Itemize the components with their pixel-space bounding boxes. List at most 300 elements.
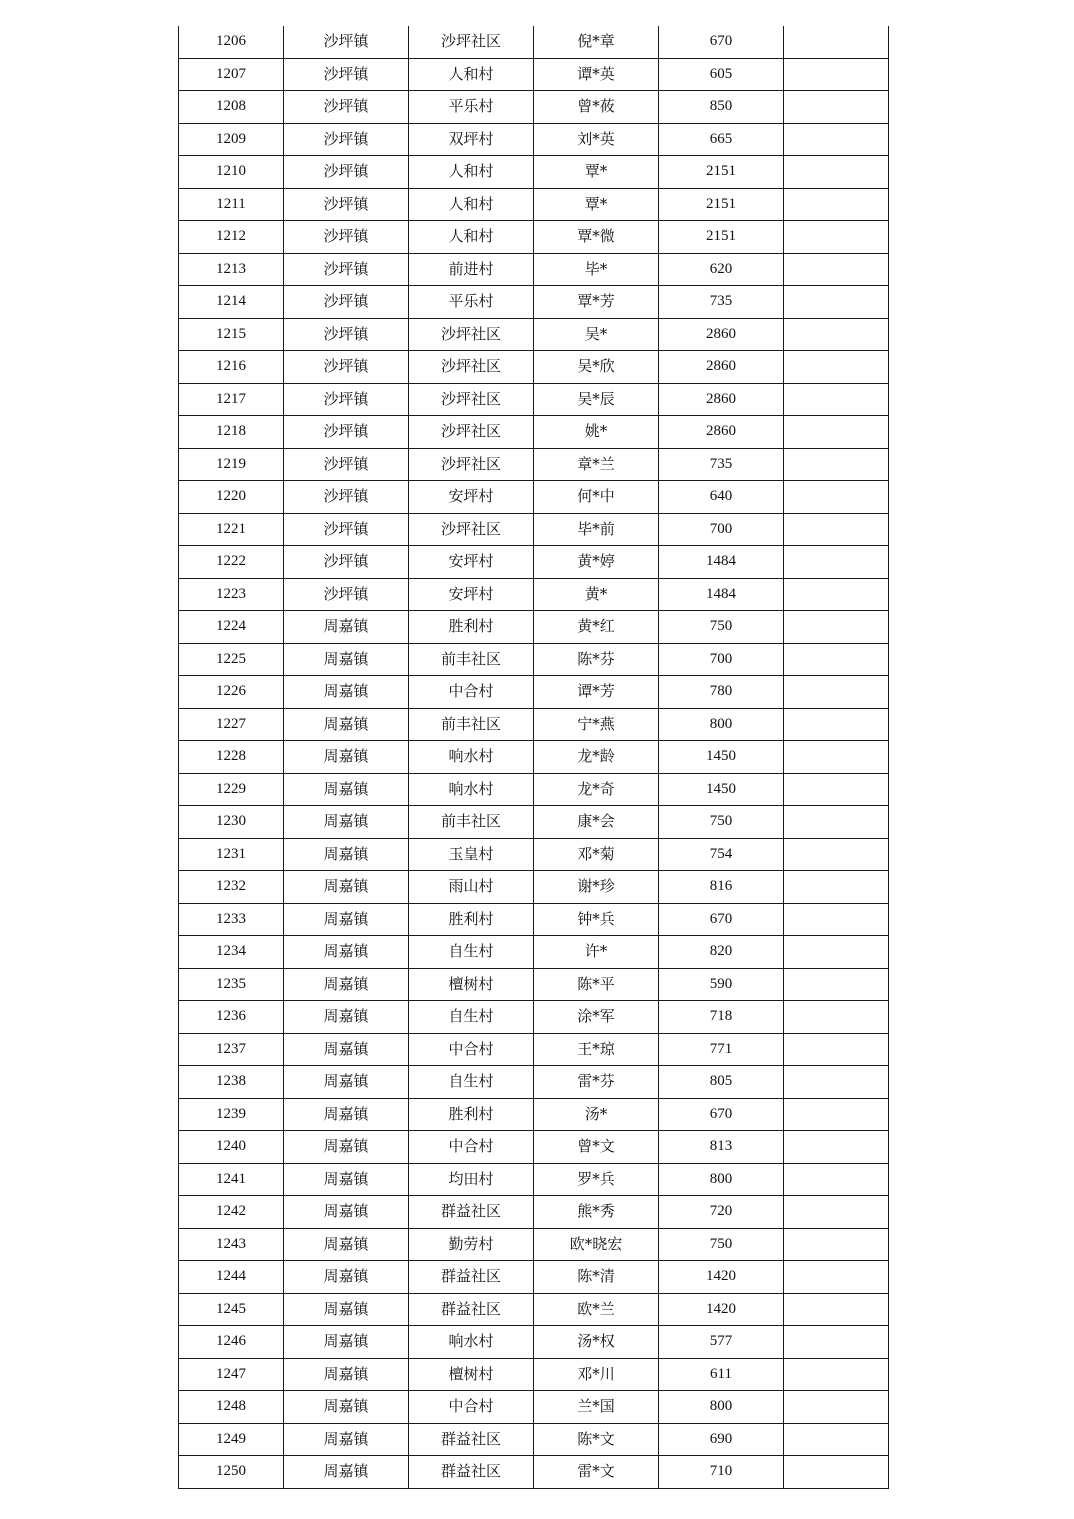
town-cell: 沙坪镇: [284, 221, 409, 254]
table-row: [179, 838, 889, 871]
town-cell: 周嘉镇: [284, 1196, 409, 1229]
remark-cell: [784, 58, 889, 91]
amount-cell: 750: [659, 1228, 784, 1261]
table-row: [179, 286, 889, 319]
remark-cell: [784, 26, 889, 58]
town-cell: 周嘉镇: [284, 741, 409, 774]
row-number-cell: 1244: [179, 1261, 284, 1294]
village-cell: 中合村: [409, 1131, 534, 1164]
table-row: [179, 1066, 889, 1099]
village-cell: 响水村: [409, 1326, 534, 1359]
person-name-cell: 陈*平: [534, 968, 659, 1001]
town-cell: 沙坪镇: [284, 123, 409, 156]
table-row: [179, 253, 889, 286]
table-row: [179, 1033, 889, 1066]
table-row: [179, 1131, 889, 1164]
person-name-cell: 谢*珍: [534, 871, 659, 904]
remark-cell: [784, 578, 889, 611]
row-number-cell: 1222: [179, 546, 284, 579]
village-cell: 人和村: [409, 188, 534, 221]
remark-cell: [784, 1261, 889, 1294]
table-row: [179, 383, 889, 416]
person-name-cell: 黄*: [534, 578, 659, 611]
remark-cell: [784, 318, 889, 351]
amount-cell: 750: [659, 611, 784, 644]
town-cell: 沙坪镇: [284, 253, 409, 286]
amount-cell: 700: [659, 513, 784, 546]
village-cell: 前丰社区: [409, 643, 534, 676]
amount-cell: 665: [659, 123, 784, 156]
row-number-cell: 1238: [179, 1066, 284, 1099]
row-number-cell: 1237: [179, 1033, 284, 1066]
row-number-cell: 1221: [179, 513, 284, 546]
amount-cell: 1450: [659, 741, 784, 774]
person-name-cell: 陈*文: [534, 1423, 659, 1456]
amount-cell: 670: [659, 903, 784, 936]
person-name-cell: 刘*英: [534, 123, 659, 156]
town-cell: 沙坪镇: [284, 156, 409, 189]
table-row: [179, 741, 889, 774]
table-row: [179, 318, 889, 351]
town-cell: 周嘉镇: [284, 676, 409, 709]
row-number-cell: 1226: [179, 676, 284, 709]
person-name-cell: 倪*章: [534, 26, 659, 58]
town-cell: 沙坪镇: [284, 546, 409, 579]
row-number-cell: 1249: [179, 1423, 284, 1456]
town-cell: 周嘉镇: [284, 1293, 409, 1326]
remark-cell: [784, 1456, 889, 1489]
remark-cell: [784, 741, 889, 774]
remark-cell: [784, 676, 889, 709]
person-name-cell: 龙*龄: [534, 741, 659, 774]
row-number-cell: 1235: [179, 968, 284, 1001]
amount-cell: 800: [659, 1163, 784, 1196]
village-cell: 胜利村: [409, 903, 534, 936]
amount-cell: 2860: [659, 383, 784, 416]
table-row: [179, 968, 889, 1001]
row-number-cell: 1217: [179, 383, 284, 416]
amount-cell: 780: [659, 676, 784, 709]
row-number-cell: 1230: [179, 806, 284, 839]
table-row: [179, 416, 889, 449]
person-name-cell: 陈*芬: [534, 643, 659, 676]
row-number-cell: 1229: [179, 773, 284, 806]
table-row: [179, 351, 889, 384]
village-cell: 群益社区: [409, 1423, 534, 1456]
remark-cell: [784, 1196, 889, 1229]
row-number-cell: 1248: [179, 1391, 284, 1424]
person-name-cell: 吴*欣: [534, 351, 659, 384]
village-cell: 沙坪社区: [409, 448, 534, 481]
village-cell: 响水村: [409, 741, 534, 774]
town-cell: 周嘉镇: [284, 708, 409, 741]
person-name-cell: 毕*前: [534, 513, 659, 546]
amount-cell: 640: [659, 481, 784, 514]
remark-cell: [784, 1358, 889, 1391]
row-number-cell: 1233: [179, 903, 284, 936]
person-name-cell: 姚*: [534, 416, 659, 449]
row-number-cell: 1250: [179, 1456, 284, 1489]
village-cell: 群益社区: [409, 1196, 534, 1229]
table-row: [179, 58, 889, 91]
person-name-cell: 谭*英: [534, 58, 659, 91]
person-name-cell: 涂*军: [534, 1001, 659, 1034]
amount-cell: 720: [659, 1196, 784, 1229]
row-number-cell: 1240: [179, 1131, 284, 1164]
row-number-cell: 1243: [179, 1228, 284, 1261]
person-name-cell: 陈*清: [534, 1261, 659, 1294]
village-cell: 胜利村: [409, 611, 534, 644]
town-cell: 周嘉镇: [284, 1456, 409, 1489]
village-cell: 人和村: [409, 156, 534, 189]
person-name-cell: 覃*: [534, 188, 659, 221]
row-number-cell: 1206: [179, 26, 284, 58]
amount-cell: 820: [659, 936, 784, 969]
table-row: [179, 1196, 889, 1229]
amount-cell: 1420: [659, 1261, 784, 1294]
remark-cell: [784, 481, 889, 514]
remark-cell: [784, 708, 889, 741]
remark-cell: [784, 383, 889, 416]
amount-cell: 771: [659, 1033, 784, 1066]
person-name-cell: 康*会: [534, 806, 659, 839]
remark-cell: [784, 1163, 889, 1196]
amount-cell: 816: [659, 871, 784, 904]
person-name-cell: 曾*莜: [534, 91, 659, 124]
village-cell: 勤劳村: [409, 1228, 534, 1261]
town-cell: 沙坪镇: [284, 578, 409, 611]
amount-cell: 577: [659, 1326, 784, 1359]
row-number-cell: 1212: [179, 221, 284, 254]
town-cell: 沙坪镇: [284, 188, 409, 221]
table-row: [179, 26, 889, 58]
amount-cell: 813: [659, 1131, 784, 1164]
village-cell: 前丰社区: [409, 708, 534, 741]
amount-cell: 1450: [659, 773, 784, 806]
town-cell: 沙坪镇: [284, 58, 409, 91]
town-cell: 周嘉镇: [284, 871, 409, 904]
town-cell: 周嘉镇: [284, 936, 409, 969]
town-cell: 沙坪镇: [284, 416, 409, 449]
row-number-cell: 1247: [179, 1358, 284, 1391]
person-name-cell: 罗*兵: [534, 1163, 659, 1196]
person-name-cell: 雷*文: [534, 1456, 659, 1489]
amount-cell: 710: [659, 1456, 784, 1489]
village-cell: 安坪村: [409, 481, 534, 514]
table-row: [179, 1326, 889, 1359]
person-name-cell: 覃*: [534, 156, 659, 189]
amount-cell: 750: [659, 806, 784, 839]
town-cell: 沙坪镇: [284, 481, 409, 514]
town-cell: 沙坪镇: [284, 351, 409, 384]
person-name-cell: 钟*兵: [534, 903, 659, 936]
remark-cell: [784, 91, 889, 124]
town-cell: 周嘉镇: [284, 1391, 409, 1424]
table-row: [179, 676, 889, 709]
person-name-cell: 欧*兰: [534, 1293, 659, 1326]
amount-cell: 670: [659, 26, 784, 58]
table-row: [179, 611, 889, 644]
table-row: [179, 1228, 889, 1261]
row-number-cell: 1216: [179, 351, 284, 384]
village-cell: 沙坪社区: [409, 351, 534, 384]
row-number-cell: 1236: [179, 1001, 284, 1034]
table-row: [179, 156, 889, 189]
table-row: [179, 123, 889, 156]
row-number-cell: 1208: [179, 91, 284, 124]
amount-cell: 850: [659, 91, 784, 124]
village-cell: 雨山村: [409, 871, 534, 904]
village-cell: 响水村: [409, 773, 534, 806]
person-name-cell: 雷*芬: [534, 1066, 659, 1099]
village-cell: 安坪村: [409, 546, 534, 579]
table-row: [179, 871, 889, 904]
remark-cell: [784, 1131, 889, 1164]
remark-cell: [784, 1326, 889, 1359]
village-cell: 檀树村: [409, 1358, 534, 1391]
table-row: [179, 448, 889, 481]
table-row: [179, 1001, 889, 1034]
village-cell: 平乐村: [409, 286, 534, 319]
remark-cell: [784, 123, 889, 156]
amount-cell: 2151: [659, 188, 784, 221]
remark-cell: [784, 871, 889, 904]
person-name-cell: 熊*秀: [534, 1196, 659, 1229]
table-row: [179, 708, 889, 741]
town-cell: 周嘉镇: [284, 1098, 409, 1131]
row-number-cell: 1228: [179, 741, 284, 774]
town-cell: 周嘉镇: [284, 1131, 409, 1164]
remark-cell: [784, 253, 889, 286]
village-cell: 胜利村: [409, 1098, 534, 1131]
person-name-cell: 宁*燕: [534, 708, 659, 741]
town-cell: 沙坪镇: [284, 448, 409, 481]
amount-cell: 690: [659, 1423, 784, 1456]
town-cell: 周嘉镇: [284, 1423, 409, 1456]
table-row: [179, 188, 889, 221]
table-row: [179, 936, 889, 969]
town-cell: 周嘉镇: [284, 1228, 409, 1261]
town-cell: 沙坪镇: [284, 513, 409, 546]
amount-cell: 670: [659, 1098, 784, 1131]
village-cell: 自生村: [409, 1066, 534, 1099]
row-number-cell: 1232: [179, 871, 284, 904]
row-number-cell: 1224: [179, 611, 284, 644]
remark-cell: [784, 221, 889, 254]
row-number-cell: 1215: [179, 318, 284, 351]
row-number-cell: 1234: [179, 936, 284, 969]
row-number-cell: 1219: [179, 448, 284, 481]
amount-cell: 2860: [659, 351, 784, 384]
row-number-cell: 1211: [179, 188, 284, 221]
town-cell: 周嘉镇: [284, 968, 409, 1001]
amount-cell: 1484: [659, 546, 784, 579]
amount-cell: 735: [659, 286, 784, 319]
remark-cell: [784, 903, 889, 936]
amount-cell: 1484: [659, 578, 784, 611]
row-number-cell: 1231: [179, 838, 284, 871]
remark-cell: [784, 611, 889, 644]
row-number-cell: 1246: [179, 1326, 284, 1359]
amount-cell: 735: [659, 448, 784, 481]
village-cell: 均田村: [409, 1163, 534, 1196]
row-number-cell: 1239: [179, 1098, 284, 1131]
remark-cell: [784, 1033, 889, 1066]
amount-cell: 754: [659, 838, 784, 871]
town-cell: 沙坪镇: [284, 26, 409, 58]
row-number-cell: 1213: [179, 253, 284, 286]
remark-cell: [784, 1391, 889, 1424]
row-number-cell: 1209: [179, 123, 284, 156]
amount-cell: 2860: [659, 318, 784, 351]
row-number-cell: 1218: [179, 416, 284, 449]
remark-cell: [784, 448, 889, 481]
row-number-cell: 1223: [179, 578, 284, 611]
row-number-cell: 1242: [179, 1196, 284, 1229]
person-name-cell: 邓*菊: [534, 838, 659, 871]
village-cell: 沙坪社区: [409, 26, 534, 58]
remark-cell: [784, 416, 889, 449]
village-cell: 人和村: [409, 58, 534, 91]
town-cell: 周嘉镇: [284, 838, 409, 871]
person-name-cell: 毕*: [534, 253, 659, 286]
person-name-cell: 汤*: [534, 1098, 659, 1131]
row-number-cell: 1225: [179, 643, 284, 676]
person-name-cell: 欧*晓宏: [534, 1228, 659, 1261]
row-number-cell: 1214: [179, 286, 284, 319]
person-name-cell: 兰*国: [534, 1391, 659, 1424]
remark-cell: [784, 643, 889, 676]
amount-cell: 700: [659, 643, 784, 676]
village-cell: 沙坪社区: [409, 513, 534, 546]
amount-cell: 2151: [659, 156, 784, 189]
town-cell: 沙坪镇: [284, 318, 409, 351]
village-cell: 群益社区: [409, 1456, 534, 1489]
remark-cell: [784, 838, 889, 871]
table-row: [179, 806, 889, 839]
village-cell: 中合村: [409, 1033, 534, 1066]
town-cell: 周嘉镇: [284, 773, 409, 806]
row-number-cell: 1207: [179, 58, 284, 91]
table-row: [179, 1098, 889, 1131]
village-cell: 群益社区: [409, 1261, 534, 1294]
amount-cell: 718: [659, 1001, 784, 1034]
village-cell: 前丰社区: [409, 806, 534, 839]
table-row: [179, 91, 889, 124]
person-name-cell: 章*兰: [534, 448, 659, 481]
amount-cell: 611: [659, 1358, 784, 1391]
roster-table: [178, 26, 889, 1489]
remark-cell: [784, 351, 889, 384]
town-cell: 周嘉镇: [284, 1066, 409, 1099]
remark-cell: [784, 286, 889, 319]
person-name-cell: 覃*微: [534, 221, 659, 254]
village-cell: 檀树村: [409, 968, 534, 1001]
roster-table-body: [179, 26, 889, 1488]
village-cell: 平乐村: [409, 91, 534, 124]
table-row: [179, 643, 889, 676]
row-number-cell: 1241: [179, 1163, 284, 1196]
village-cell: 沙坪社区: [409, 383, 534, 416]
amount-cell: 800: [659, 1391, 784, 1424]
village-cell: 中合村: [409, 1391, 534, 1424]
amount-cell: 805: [659, 1066, 784, 1099]
remark-cell: [784, 1293, 889, 1326]
table-row: [179, 1293, 889, 1326]
remark-cell: [784, 1228, 889, 1261]
table-row: [179, 481, 889, 514]
town-cell: 周嘉镇: [284, 806, 409, 839]
town-cell: 沙坪镇: [284, 286, 409, 319]
town-cell: 周嘉镇: [284, 1163, 409, 1196]
remark-cell: [784, 513, 889, 546]
remark-cell: [784, 546, 889, 579]
person-name-cell: 邓*川: [534, 1358, 659, 1391]
town-cell: 周嘉镇: [284, 1001, 409, 1034]
town-cell: 周嘉镇: [284, 1326, 409, 1359]
remark-cell: [784, 936, 889, 969]
village-cell: 人和村: [409, 221, 534, 254]
person-name-cell: 汤*权: [534, 1326, 659, 1359]
village-cell: 安坪村: [409, 578, 534, 611]
person-name-cell: 许*: [534, 936, 659, 969]
table-row: [179, 1163, 889, 1196]
person-name-cell: 覃*芳: [534, 286, 659, 319]
amount-cell: 605: [659, 58, 784, 91]
table-row: [179, 578, 889, 611]
remark-cell: [784, 1066, 889, 1099]
amount-cell: 800: [659, 708, 784, 741]
person-name-cell: 黄*婷: [534, 546, 659, 579]
amount-cell: 2151: [659, 221, 784, 254]
village-cell: 玉皇村: [409, 838, 534, 871]
remark-cell: [784, 1001, 889, 1034]
amount-cell: 620: [659, 253, 784, 286]
town-cell: 周嘉镇: [284, 643, 409, 676]
remark-cell: [784, 1098, 889, 1131]
village-cell: 前进村: [409, 253, 534, 286]
table-row: [179, 1358, 889, 1391]
table-row: [179, 773, 889, 806]
remark-cell: [784, 773, 889, 806]
village-cell: 沙坪社区: [409, 416, 534, 449]
town-cell: 周嘉镇: [284, 1358, 409, 1391]
amount-cell: 590: [659, 968, 784, 1001]
row-number-cell: 1245: [179, 1293, 284, 1326]
table-row: [179, 221, 889, 254]
village-cell: 群益社区: [409, 1293, 534, 1326]
person-name-cell: 吴*辰: [534, 383, 659, 416]
person-name-cell: 曾*文: [534, 1131, 659, 1164]
person-name-cell: 黄*红: [534, 611, 659, 644]
town-cell: 沙坪镇: [284, 383, 409, 416]
table-row: [179, 546, 889, 579]
village-cell: 自生村: [409, 936, 534, 969]
person-name-cell: 吴*: [534, 318, 659, 351]
village-cell: 双坪村: [409, 123, 534, 156]
village-cell: 沙坪社区: [409, 318, 534, 351]
person-name-cell: 谭*芳: [534, 676, 659, 709]
row-number-cell: 1210: [179, 156, 284, 189]
remark-cell: [784, 806, 889, 839]
table-row: [179, 513, 889, 546]
person-name-cell: 王*琼: [534, 1033, 659, 1066]
table-row: [179, 1456, 889, 1489]
table-row: [179, 903, 889, 936]
remark-cell: [784, 968, 889, 1001]
remark-cell: [784, 1423, 889, 1456]
town-cell: 周嘉镇: [284, 611, 409, 644]
